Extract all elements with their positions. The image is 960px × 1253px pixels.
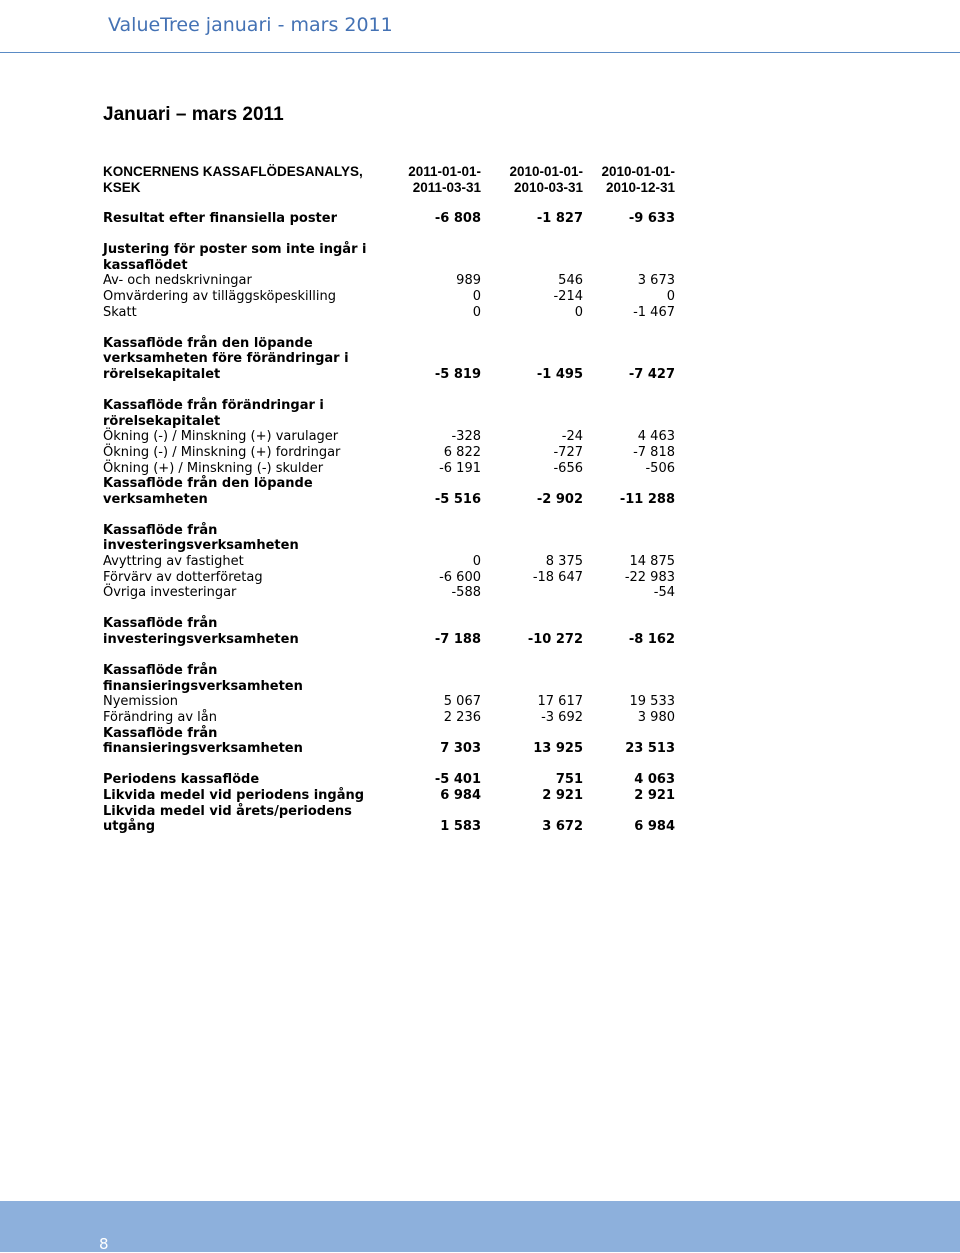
spacer-row	[103, 507, 675, 523]
row-value-col1: 0	[472, 554, 481, 570]
row-label: Periodens kassaflöde	[103, 772, 260, 788]
row-value-col1: 6 822	[443, 444, 481, 460]
row-label: verksamheten före förändringar i	[103, 351, 349, 367]
row-label: Kassaflöde från	[103, 522, 218, 538]
row-value-col1: 2 236	[443, 710, 481, 725]
column-header-3-end: 2010-12-31	[605, 179, 675, 195]
row-label: Av- och nedskrivningar	[103, 273, 252, 289]
row-value-col3: -54	[653, 585, 675, 601]
row-value-col1: -7 188	[434, 632, 481, 648]
row-value-col2: 0	[574, 304, 583, 320]
table-row	[103, 461, 675, 477]
column-header-1-start: 2011-01-01-	[408, 164, 481, 179]
table-row	[103, 772, 675, 788]
row-value-col2: 3 672	[542, 819, 583, 835]
column-header-2	[509, 164, 583, 195]
table-row	[103, 351, 675, 367]
row-value-col3: 19 533	[629, 694, 675, 710]
page-header	[0, 0, 960, 53]
table-row	[103, 554, 675, 570]
row-label: Likvida medel vid periodens ingång	[103, 787, 365, 803]
row-label: Resultat efter finansiella poster	[103, 211, 337, 226]
row-value-col1: -588	[451, 585, 481, 601]
table-row	[103, 211, 675, 227]
table-row	[103, 258, 675, 274]
row-label: investeringsverksamheten	[103, 538, 299, 554]
row-value-col1: 989	[456, 273, 481, 289]
spacer-row	[103, 601, 675, 617]
table-row	[103, 679, 675, 695]
row-label: Nyemission	[103, 694, 179, 710]
row-label: Ökning (+) / Minskning (-) skulder	[103, 460, 324, 476]
spacer-row	[103, 320, 675, 336]
row-value-col3: 14 875	[629, 554, 675, 570]
row-value-col2: -10 272	[527, 632, 583, 648]
table-row	[103, 476, 675, 492]
row-value-col2: -727	[553, 444, 583, 460]
row-value-col1: 7 303	[440, 741, 481, 757]
row-label: Kassaflöde från förändringar i	[103, 398, 324, 414]
column-header-2-end: 2010-03-31	[513, 179, 583, 195]
row-label: Övriga investeringar	[103, 585, 237, 601]
table-row	[103, 398, 675, 414]
table-row	[103, 289, 675, 305]
page-footer	[0, 1201, 960, 1252]
document-title: ValueTree januari - mars 2011	[108, 14, 393, 36]
row-label: utgång	[103, 819, 156, 835]
row-value-col1: -6 191	[439, 460, 481, 476]
table-row	[103, 305, 675, 321]
table-row	[103, 726, 675, 742]
spacer-row	[103, 757, 675, 773]
row-value-col2: -1 827	[536, 211, 583, 226]
row-value-col2: 8 375	[545, 554, 583, 570]
row-label: Förvärv av dotterföretag	[103, 569, 263, 585]
row-label: investeringsverksamheten	[103, 632, 299, 648]
table-row	[103, 492, 675, 508]
spacer-row	[103, 648, 675, 664]
table-row	[103, 710, 675, 726]
table-row	[103, 570, 675, 586]
row-value-col3: -506	[645, 460, 675, 476]
table-row	[103, 694, 675, 710]
row-label: finansieringsverksamheten	[103, 741, 303, 757]
column-header-2-start: 2010-01-01-	[509, 164, 583, 179]
row-label: Kassaflöde från den löpande	[103, 476, 313, 492]
row-value-col1: -5 516	[434, 491, 481, 507]
row-value-col2: 2 921	[542, 787, 583, 803]
row-label: Justering för poster som inte ingår i	[103, 242, 367, 258]
table-row	[103, 336, 675, 352]
row-value-col3: 23 513	[625, 741, 675, 757]
table-row	[103, 585, 675, 601]
row-value-col3: -22 983	[624, 569, 675, 585]
row-value-col3: 4 063	[634, 772, 675, 788]
table-title: KONCERNENS KASSAFLÖDESANALYS, KSEK	[103, 164, 363, 195]
row-value-col2: -1 495	[536, 366, 583, 382]
row-value-col1: -6 600	[439, 569, 481, 585]
row-label: Skatt	[103, 304, 137, 320]
row-value-col3: -9 633	[628, 211, 675, 226]
row-value-col2: 751	[555, 772, 583, 788]
table-row	[103, 523, 675, 539]
table-row	[103, 788, 675, 804]
row-value-col1: 0	[472, 304, 481, 320]
row-label: Kassaflöde från	[103, 663, 218, 679]
row-value-col3: 3 673	[637, 273, 675, 289]
row-value-col2: 546	[558, 273, 583, 289]
row-value-col1: -6 808	[434, 211, 481, 226]
table-row	[103, 242, 675, 258]
row-value-col1: 0	[472, 288, 481, 304]
row-label: verksamheten	[103, 491, 208, 507]
row-label: Likvida medel vid årets/periodens	[103, 803, 352, 819]
row-value-col1: -328	[451, 429, 481, 445]
row-value-col2: -18 647	[532, 569, 583, 585]
row-value-col3: -11 288	[619, 491, 675, 507]
table-row	[103, 367, 675, 383]
column-header-3-start: 2010-01-01-	[601, 164, 675, 179]
row-value-col3: 2 921	[634, 787, 675, 803]
row-value-col2: -2 902	[536, 491, 583, 507]
row-value-col3: 0	[666, 288, 675, 304]
table-row	[103, 414, 675, 430]
table-row	[103, 804, 675, 820]
row-value-col1: 1 583	[440, 819, 481, 835]
row-label: Kassaflöde från den löpande	[103, 335, 313, 351]
spacer-row	[103, 227, 675, 243]
table-row	[103, 538, 675, 554]
row-value-col1: 5 067	[443, 694, 481, 710]
row-value-col1: -5 401	[434, 772, 481, 788]
table-row	[103, 663, 675, 679]
cashflow-table	[103, 211, 675, 835]
table-row	[103, 632, 675, 648]
row-label: Kassaflöde från	[103, 616, 218, 632]
row-value-col3: 6 984	[634, 819, 675, 835]
row-label: Förändring av lån	[103, 710, 217, 725]
row-label: kassaflödet	[103, 257, 188, 273]
row-label: Kassaflöde från	[103, 725, 218, 741]
row-value-col3: -7 427	[628, 366, 675, 382]
row-value-col3: -7 818	[633, 444, 675, 460]
table-row	[103, 273, 675, 289]
table-row	[103, 741, 675, 757]
page-number: 8	[99, 1235, 109, 1253]
table-row	[103, 819, 675, 835]
column-header-1-end: 2011-03-31	[412, 179, 481, 195]
row-value-col3: 3 980	[637, 710, 675, 725]
row-value-col3: -1 467	[633, 304, 675, 320]
row-label: Ökning (-) / Minskning (+) fordringar	[103, 444, 341, 460]
row-label: Ökning (-) / Minskning (+) varulager	[103, 429, 339, 445]
row-value-col2: -24	[561, 429, 583, 445]
row-label: rörelsekapitalet	[103, 413, 221, 429]
row-label: rörelsekapitalet	[103, 366, 221, 382]
row-value-col2: 13 925	[533, 741, 583, 757]
row-label: Avyttring av fastighet	[103, 554, 244, 570]
row-value-col3: -8 162	[628, 632, 675, 648]
column-header-1	[408, 164, 481, 195]
row-label: finansieringsverksamheten	[103, 678, 303, 694]
table-row	[103, 445, 675, 461]
table-row	[103, 616, 675, 632]
section-title: Januari – mars 2011	[103, 104, 284, 125]
row-value-col1: 6 984	[440, 787, 481, 803]
row-value-col2: -3 692	[541, 710, 583, 725]
row-label: Omvärdering av tilläggsköpeskilling	[103, 288, 336, 304]
table-row	[103, 429, 675, 445]
table-header	[103, 164, 675, 198]
row-value-col1: -5 819	[434, 366, 481, 382]
column-header-3	[601, 164, 675, 195]
spacer-row	[103, 383, 675, 399]
row-value-col2: -214	[553, 288, 583, 304]
row-value-col3: 4 463	[637, 429, 675, 445]
row-value-col2: -656	[553, 460, 583, 476]
row-value-col2: 17 617	[537, 694, 583, 710]
